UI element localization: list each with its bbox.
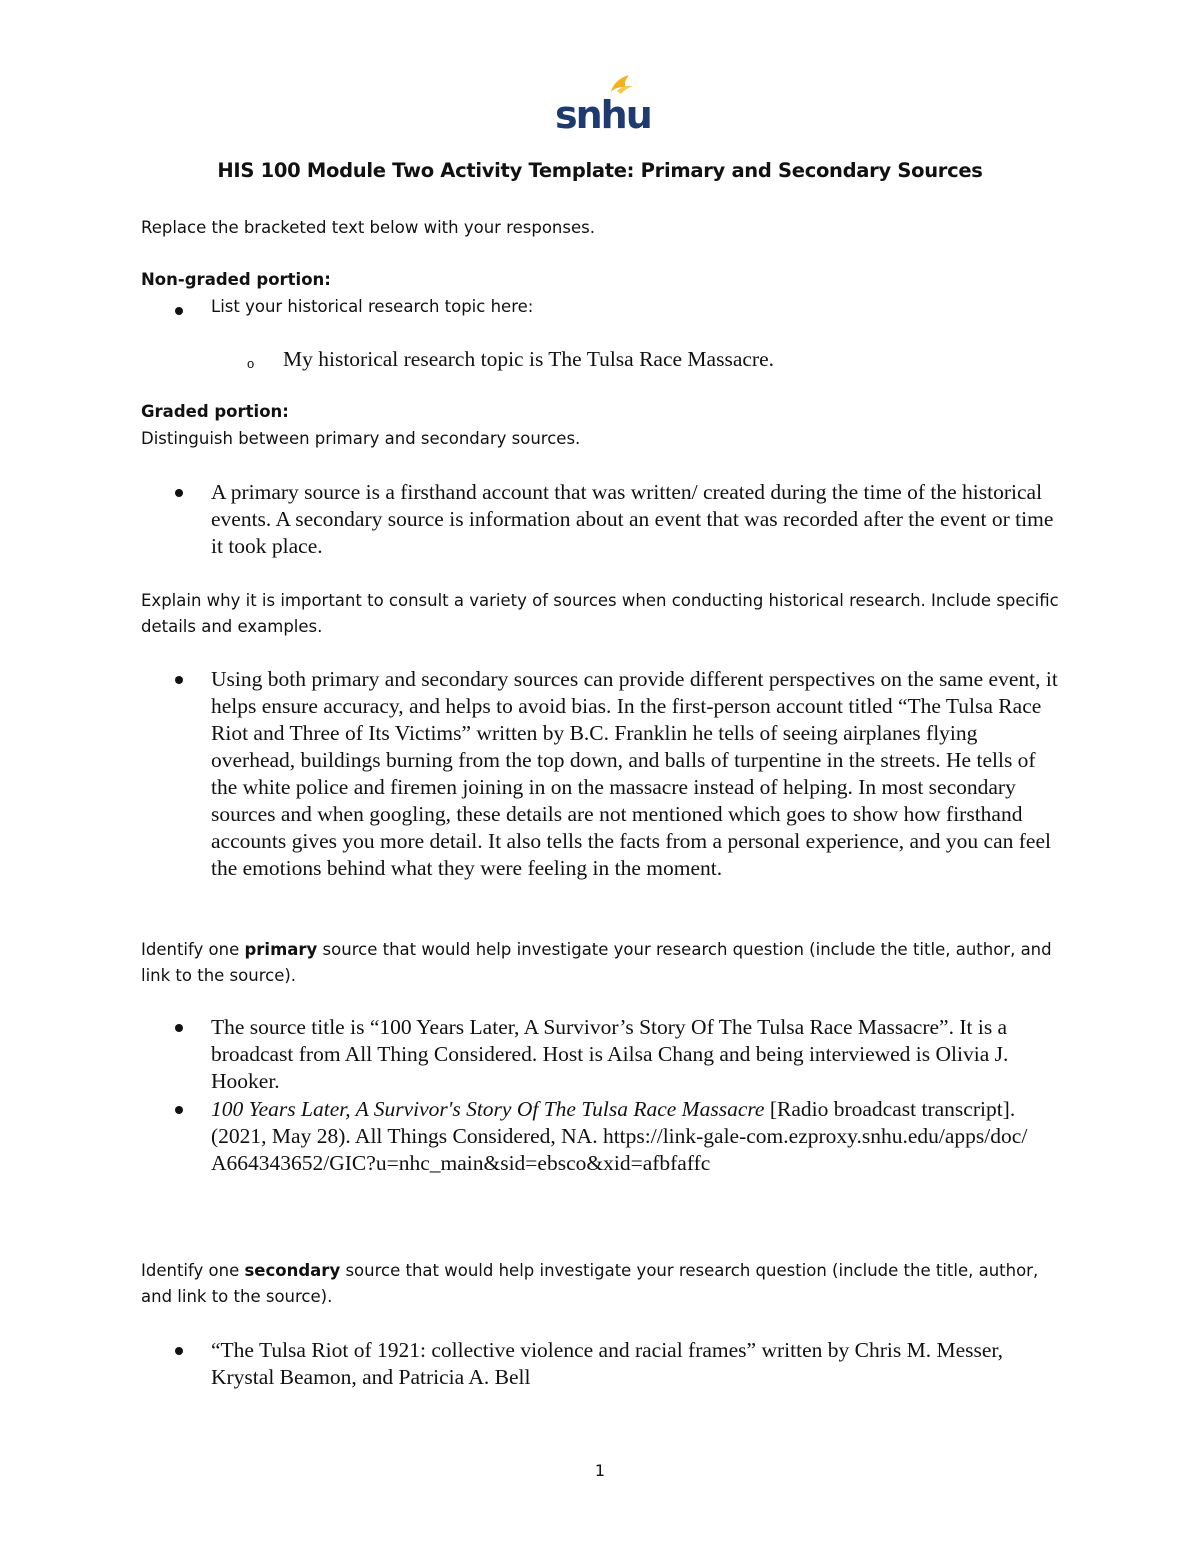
list-item xyxy=(211,297,1071,316)
snhu-logo xyxy=(553,72,651,137)
list-item xyxy=(211,1337,1031,1391)
page-title: HIS 100 Module Two Activity Template: Primary and Secondary Sources xyxy=(217,159,983,182)
answer-2: Using both primary and secondary sources can provide different perspectives on the same event, it helps ensure accuracy, and helps to avoid bias. In the first-person account titled “The Tulsa Race Riot and Three of Its Victims” written by B.C. Franklin he tells of seeing airplanes flying overhead, buildings burning from the top down, and balls of turpentine in the streets. He tells of the white police and firemen joining in on the massacre instead of helping. In most secondary sources and when googling, these details are not mentioned which goes to show how firsthand accounts gives you more detail. It also tells the facts from a personal experience, and you can feel the emotions behind what they were feeling in the moment. xyxy=(211,667,1058,880)
bullet-icon xyxy=(175,1106,183,1114)
question-3: Identify one primary source that would help investigate your research question (include the title, author, and link to the source). xyxy=(141,940,1052,985)
graded-heading: Graded portion: xyxy=(141,402,289,421)
circle-bullet-icon: o xyxy=(247,356,255,371)
logo-text: snhu xyxy=(555,93,651,137)
topic-prompt: List your historical research topic here: xyxy=(211,297,534,316)
question-2: Explain why it is important to consult a variety of sources when conducting historical research. Include specific details and examples. xyxy=(141,591,1059,636)
instructions: Replace the bracketed text below with your responses. xyxy=(141,218,595,237)
list-item xyxy=(211,479,1061,560)
bullet-icon xyxy=(175,307,183,315)
page-number: 1 xyxy=(594,1461,606,1480)
topic-answer: My historical research topic is The Tulsa Race Massacre. xyxy=(283,347,774,371)
answer-4: “The Tulsa Riot of 1921: collective violence and racial frames” written by Chris M. Messer, Krystal Beamon, and Patricia A. Bell xyxy=(211,1338,1004,1389)
citation-rest: [Radio broadcast transcript]. (2021, May 28). All Things Considered, NA. https://link-gale-com.ezproxy.snhu.edu/apps/doc/A664343652/GIC?u=nhc_main&sid=ebsco&xid=afbfaffc xyxy=(211,1097,1028,1175)
list-item xyxy=(247,346,1063,373)
bullet-icon xyxy=(175,489,183,497)
bullet-icon xyxy=(175,1347,183,1355)
question-1: Distinguish between primary and secondary sources. xyxy=(141,429,581,448)
list-item xyxy=(211,1014,1061,1095)
question-4: Identify one secondary source that would help investigate your research question (include the title, author, and link to the source). xyxy=(141,1261,1039,1306)
list-item xyxy=(211,1096,1031,1177)
list-item xyxy=(211,666,1066,882)
bullet-icon xyxy=(175,676,183,684)
bullet-icon xyxy=(175,1024,183,1032)
nongraded-heading: Non-graded portion: xyxy=(141,270,331,289)
citation-title: 100 Years Later, A Survivor's Story Of The Tulsa Race Massacre xyxy=(211,1097,765,1121)
answer-3a: The source title is “100 Years Later, A Survivor’s Story Of The Tulsa Race Massacre”. It is a broadcast from All Thing Considered. Host is Ailsa Chang and being interviewed is Olivia J. Hooker. xyxy=(211,1015,1009,1093)
answer-1: A primary source is a firsthand account that was written/ created during the time of the historical events. A secondary source is information about an event that was recorded after the event or time it took place. xyxy=(211,480,1054,558)
